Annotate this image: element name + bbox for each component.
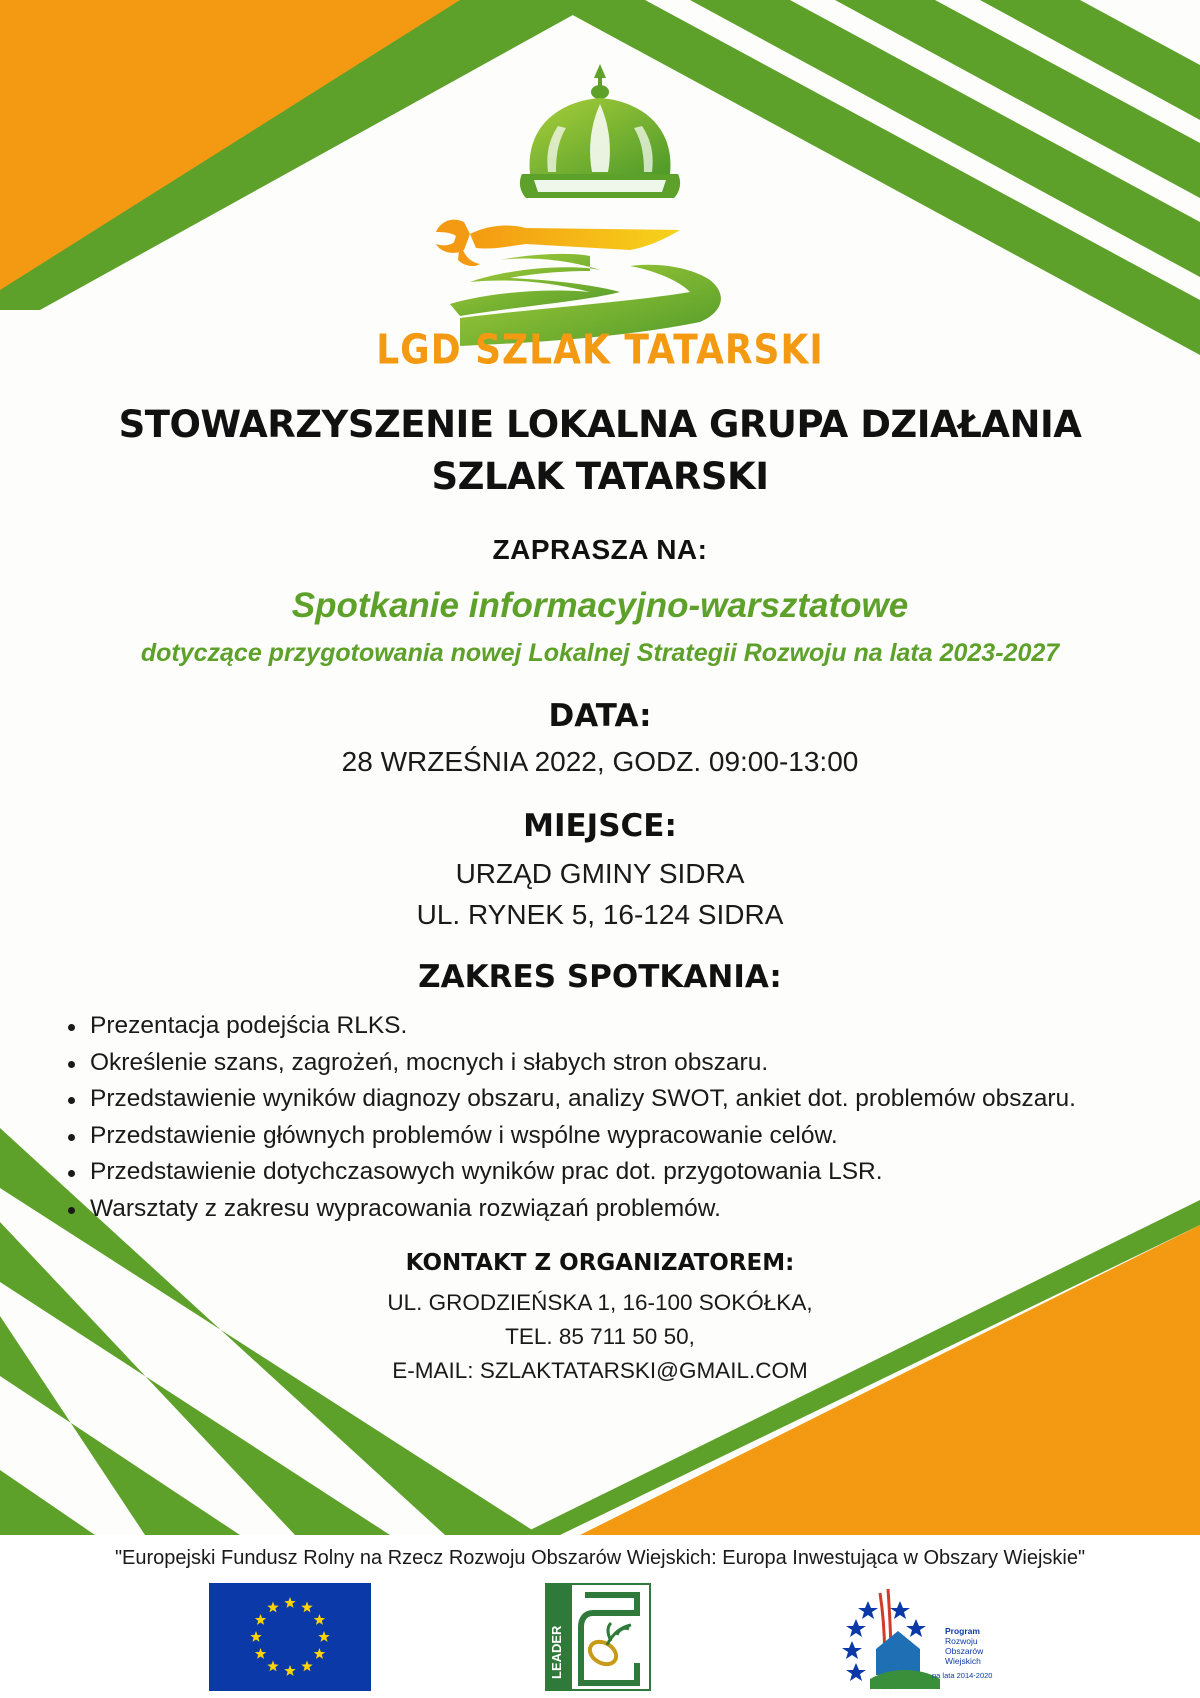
place-line-2: UL. RYNEK 5, 16-124 SIDRA	[416, 899, 784, 930]
organization-name-line-2: SZLAK TATARSKI	[431, 455, 769, 498]
eu-flag-logo	[209, 1583, 371, 1691]
prow-logo	[840, 1579, 1010, 1695]
event-subtitle: dotyczące przygotowania nowej Lokalnej Strategii Rozwoju na lata 2023-2027	[140, 639, 1060, 667]
contact-heading: KONTAKT Z ORGANIZATOREM:	[405, 1250, 795, 1276]
leader-wordmark: LEADER	[549, 1625, 564, 1679]
scope-list-item: Warsztaty z zakresu wypracowania rozwiązań problemów.	[64, 1191, 1076, 1228]
logo-wordmark: LGD SZLAK TATARSKI	[376, 326, 824, 375]
date-heading: DATA:	[548, 698, 652, 734]
invitation-label: ZAPRASZA NA:	[492, 534, 708, 565]
scope-list-item: Określenie szans, zagrożeń, mocnych i słabych stron obszaru.	[64, 1045, 1076, 1082]
prow-line: Program	[945, 1626, 980, 1636]
scope-list-item: Prezentacja podejścia RLKS.	[64, 1008, 1076, 1045]
place-line-1: URZĄD GMINY SIDRA	[455, 858, 745, 889]
contact-address: UL. GRODZIEŃSKA 1, 16-100 SOKÓŁKA,	[387, 1290, 813, 1315]
funding-footer	[0, 1535, 1200, 1698]
prow-line: Wiejskich	[945, 1656, 981, 1666]
contact-phone: TEL. 85 711 50 50,	[505, 1324, 695, 1349]
orange-band-top-left-inner	[0, 0, 460, 255]
scope-heading: ZAKRES SPOTKANIA:	[418, 959, 782, 995]
event-title: Spotkanie informacyjno-warsztatowe	[291, 586, 909, 625]
contact-email[interactable]: E-MAIL: SZLAKTATARSKI@GMAIL.COM	[392, 1358, 808, 1383]
scope-list	[64, 1008, 1076, 1227]
prow-line: na lata 2014-2020	[932, 1671, 993, 1680]
date-value: 28 WRZEŚNIA 2022, GODZ. 09:00-13:00	[341, 746, 859, 777]
place-heading: MIEJSCE:	[523, 808, 677, 844]
leader-logo	[545, 1583, 651, 1691]
prow-line: Rozwoju	[945, 1636, 978, 1646]
green-stripe-bottom-left-4	[0, 1410, 95, 1535]
prow-line: Obszarów	[945, 1646, 984, 1656]
scope-list-item: Przedstawienie głównych problemów i wspólne wypracowanie celów.	[64, 1118, 1076, 1155]
organization-name-line-1: STOWARZYSZENIE LOKALNA GRUPA DZIAŁANIA	[118, 403, 1082, 446]
scope-list-item: Przedstawienie wyników diagnozy obszaru, analizy SWOT, ankiet dot. problemów obszaru.	[64, 1081, 1076, 1118]
funding-statement: "Europejski Fundusz Rolny na Rzecz Rozwoju Obszarów Wiejskich: Europa Inwestująca w Obszary Wiejskie"	[114, 1547, 1086, 1569]
scope-list-item: Przedstawienie dotychczasowych wyników prac dot. przygotowania LSR.	[64, 1154, 1076, 1191]
